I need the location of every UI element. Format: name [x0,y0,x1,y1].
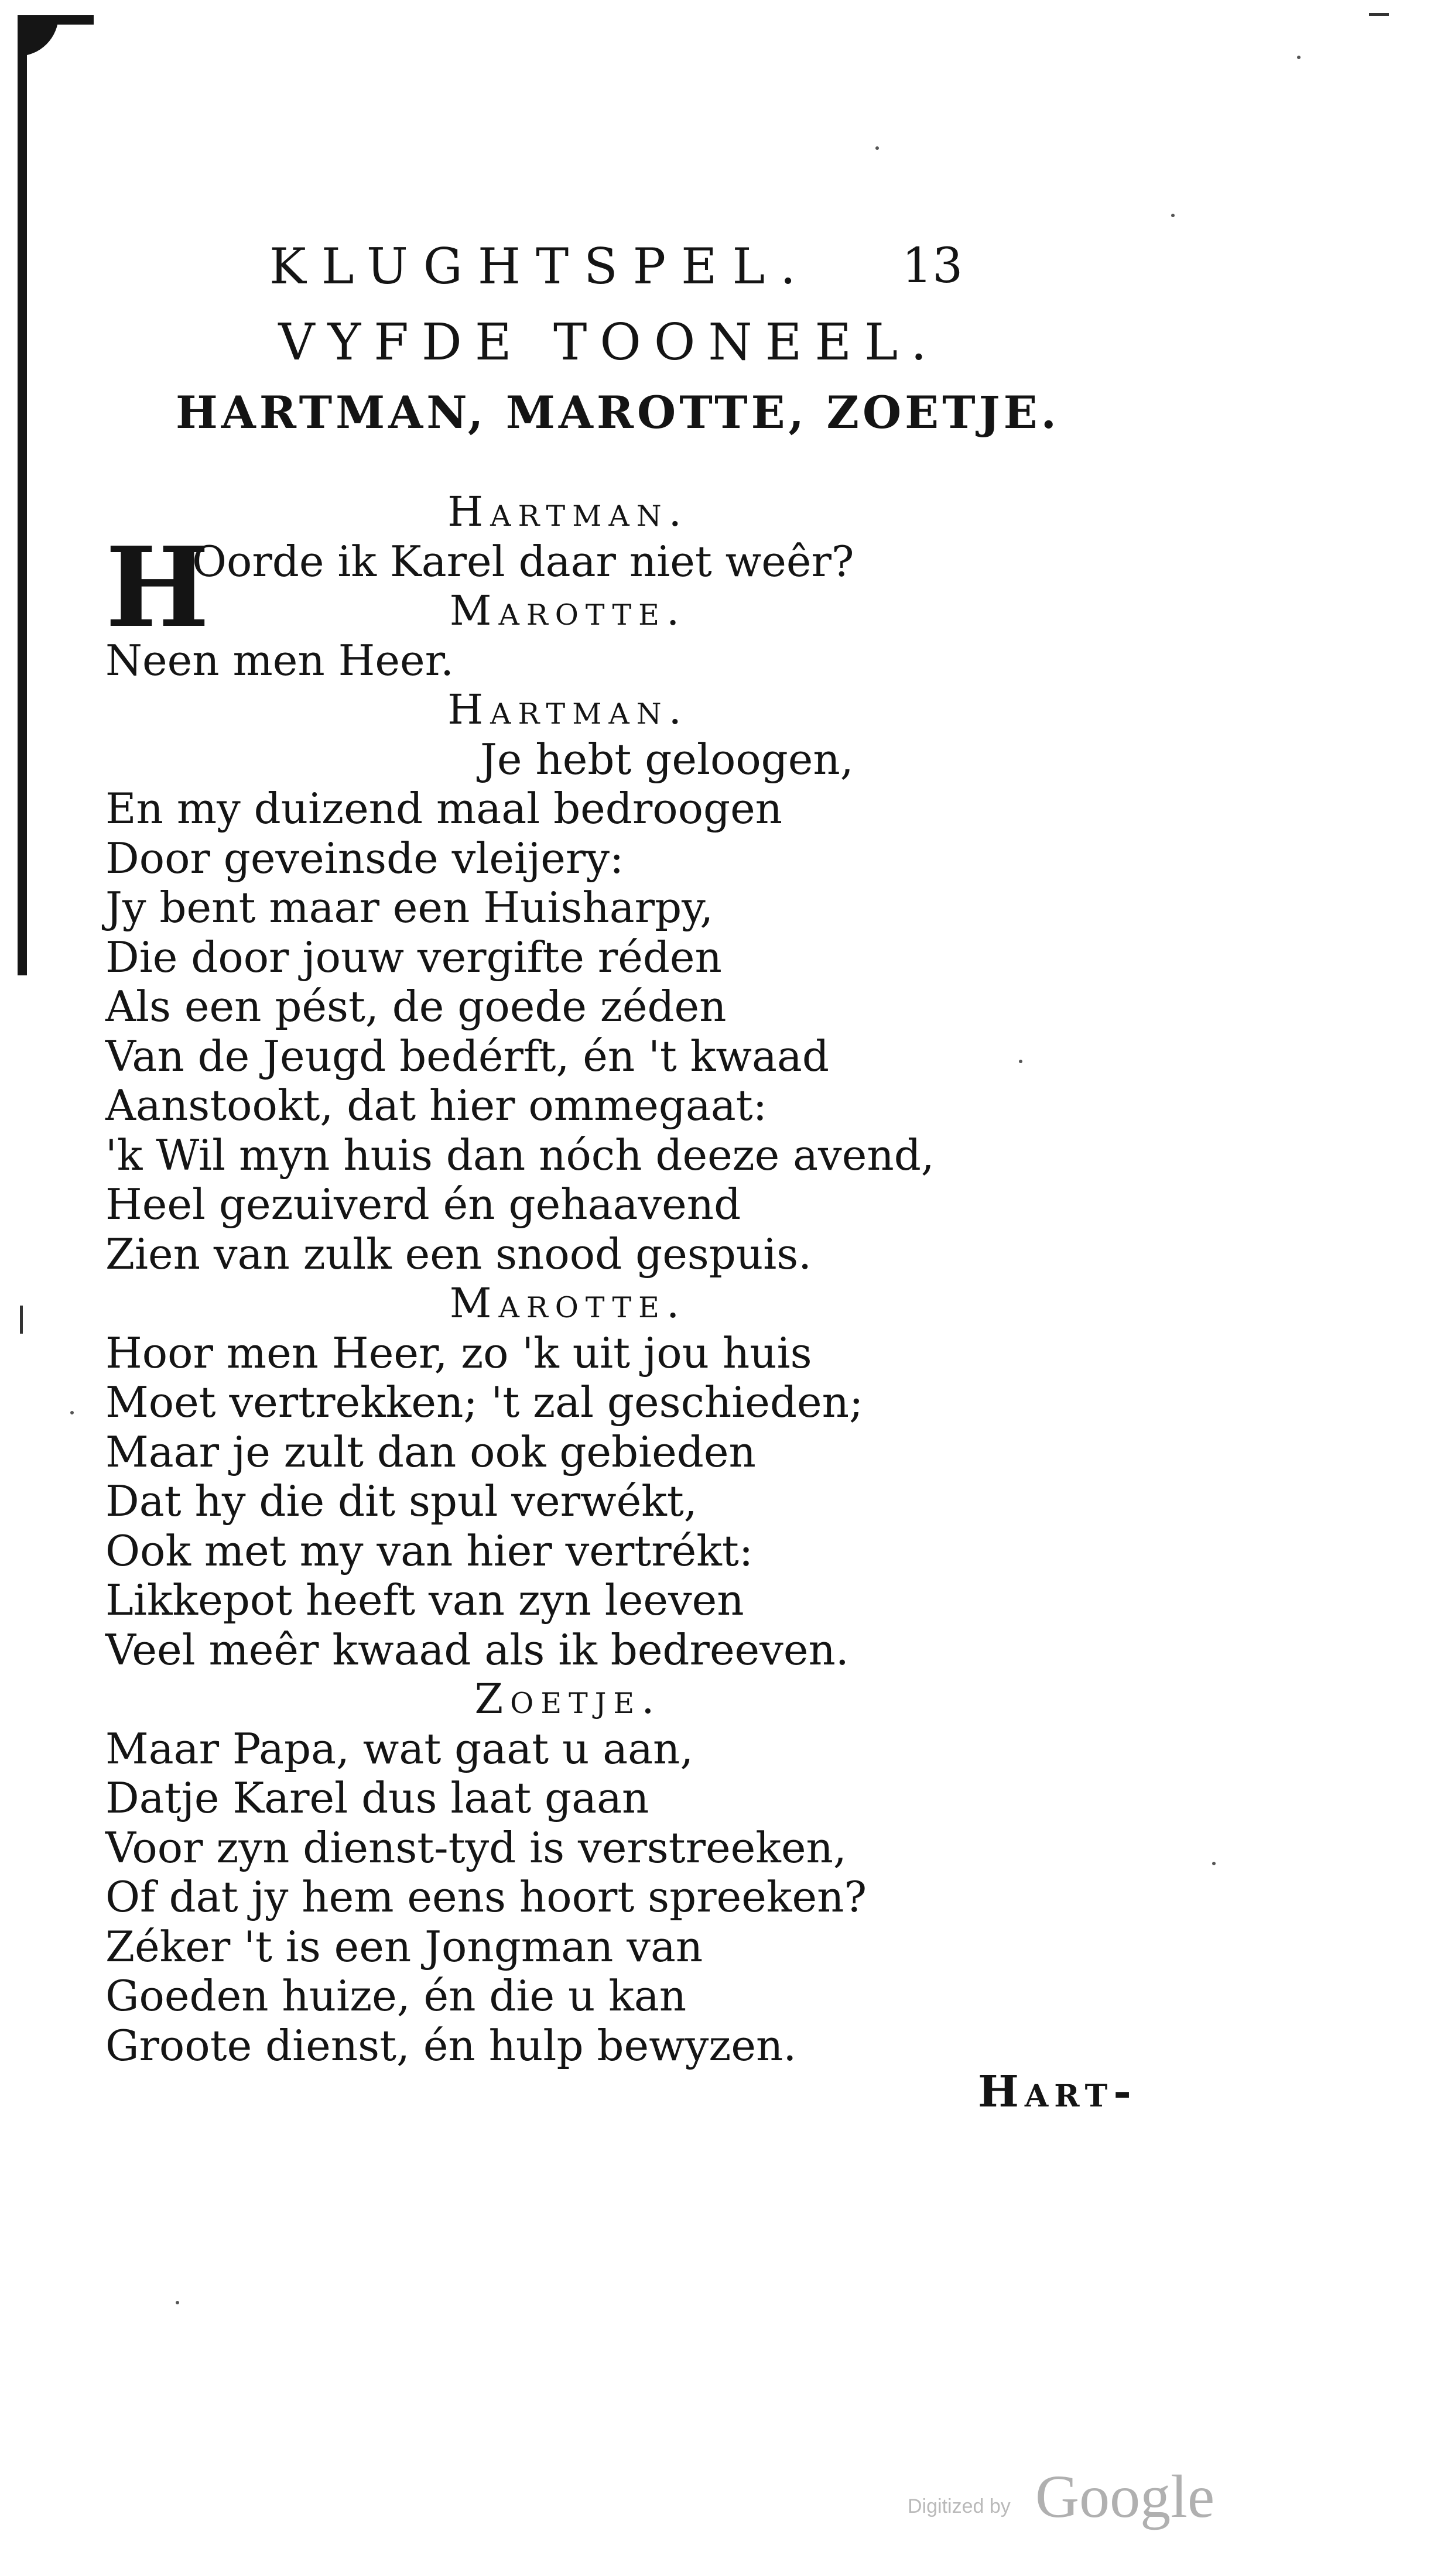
verse-line: Door geveinsde vleijery: [105,833,624,883]
verse-line: Ook met my van hier vertrékt: [105,1526,754,1575]
verse-line: 'k Wil myn huis dan nóch deeze avend, [105,1130,935,1180]
verse-line: Zéker 't is een Jongman van [105,1921,703,1971]
verse-line: Jy bent maar een Huisharpy, [105,883,714,932]
verse-line: Maar je zult dan ook gebieden [105,1427,756,1477]
verse-line: Heel gezuiverd én gehaavend [105,1180,741,1229]
scan-speck [1212,1862,1216,1865]
speaker-name: Marotte. [449,587,687,635]
speaker-name: Marotte. [449,1279,687,1327]
speaker-name: Zoetje. [474,1675,662,1723]
verse-line: Groote dienst, én hulp bewyzen. [105,2020,797,2070]
verse-line: Neen men Heer. [105,635,454,685]
scan-mark [1369,13,1389,16]
verse-line: Dat hy die dit spul verwékt, [105,1477,697,1526]
verse-line: Aanstookt, dat hier ommegaat: [105,1081,767,1130]
verse-line: Of dat jy hem eens hoort spreeken? [105,1872,867,1921]
catchword: Hart- [978,2067,1137,2117]
verse-line: Van de Jeugd bedérft, én 't kwaad [105,1031,829,1081]
scan-speck [1297,56,1301,59]
verse-line: Moet vertrekken; 't zal geschieden; [105,1378,864,1427]
verse-line: Goeden huize, én die u kan [105,1971,687,2020]
google-logo: Google [1035,2463,1215,2530]
play-text [105,487,1159,2070]
running-head [269,234,963,299]
speaker-name: Hartman. [447,488,689,536]
verse-line: Als een pést, de goede zéden [105,982,727,1031]
scan-mark [20,1306,23,1334]
verse-line: Je hebt geloogen, [480,734,854,784]
running-head-title: KLUGHTSPEL. [269,238,811,295]
scan-speck [70,1411,74,1414]
verse-line: Likkepot heeft van zyn leeven [105,1575,744,1625]
verse-line: Zien van zulk een snood gespuis. [105,1229,812,1279]
verse-line: Maar Papa, wat gaat u aan, [105,1724,694,1773]
verse-line: Die door jouw vergifte réden [105,932,722,982]
verse-line: Hoor men Heer, zo 'k uit jou huis [105,1328,812,1378]
scan-speck [875,146,879,150]
watermark-digitized-label: Digitized by [908,2495,1011,2517]
verse-line: Voor zyn dienst-tyd is verstreeken, [105,1823,847,1872]
scene-title: VYFDE TOONEEL. [278,313,940,372]
initial-letter: H [105,522,210,652]
verse-line: En my duizend maal bedroogen [105,784,783,833]
scan-speck [1171,214,1175,217]
scan-speck [176,2301,179,2304]
digitized-watermark [908,2463,1215,2530]
scan-edge-left [18,15,27,975]
verse-line: Veel meêr kwaad als ik bedreeven. [105,1625,849,1674]
verse-line: Datje Karel dus laat gaan [105,1773,649,1823]
cast-list: HARTMAN, MAROTTE, ZOETJE. [176,386,1060,439]
page-number: 13 [902,238,963,294]
speaker-name: Hartman. [447,686,689,734]
verse-text: Oorde ik Karel daar niet weêr? [192,536,854,586]
